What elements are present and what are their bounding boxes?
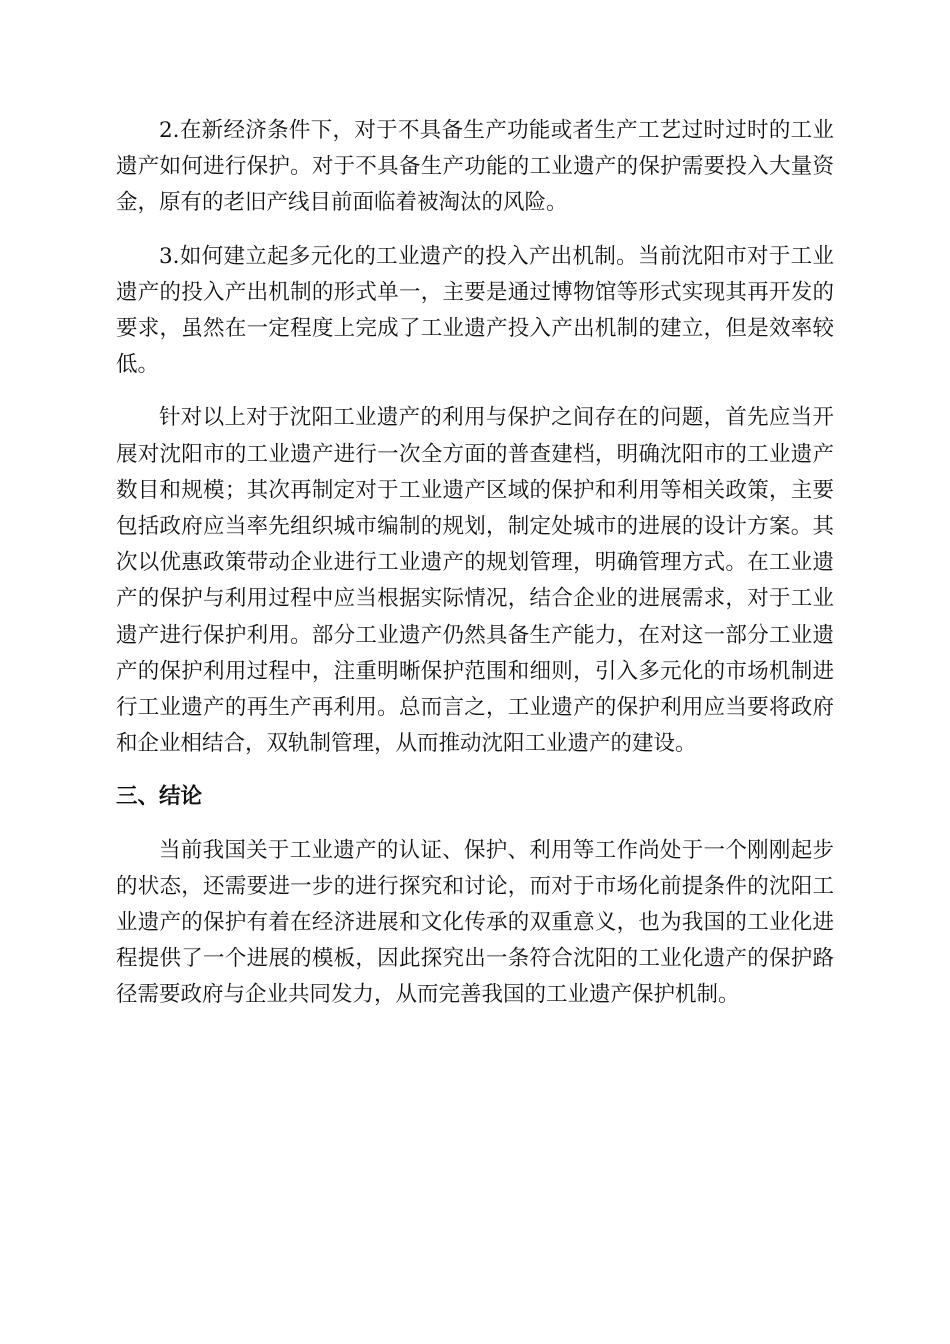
paragraph-item-2: 2.在新经济条件下，对于不具备生产功能或者生产工艺过时过时的工业遗产如何进行保护。对于不具备生产功能的工业遗产的保护需要投入大量资金，原有的老旧产线目前面临着被淘汰的风险。 <box>116 118 834 216</box>
paragraph-solutions: 针对以上对于沈阳工业遗产的利用与保护之间存在的问题，首先应当开展对沈阳市的工业遗产进行一次全方面的普查建档，明确沈阳市的工业遗产数目和规模；其次再制定对于工业遗产区域的保护和利用等相关政策，主要包括政府应当率先组织城市编制的规划，制定处城市的进展的设计方案。其次以优惠政策带动企业进行工业遗产的规划管理，明确管理方式。在工业遗产的保护与利用过程中应当根据实际情况，结合企业的进展需求，对于工业遗产进行保护利用。部分工业遗产仍然具备生产能力，在对这一部分工业遗产的保护利用过程中，注重明晰保护范围和细则，引入多元化的市场机制进行工业遗产的再生产再利用。总而言之，工业遗产的保护利用应当要将政府和企业相结合，双轨制管理，从而推动沈阳工业遗产的建设。 <box>116 405 834 757</box>
paragraph-item-3: 3.如何建立起多元化的工业遗产的投入产出机制。当前沈阳市对于工业遗产的投入产出机制的形式单一，主要是通过博物馆等形式实现其再开发的要求，虽然在一定程度上完成了工业遗产投入产出机制的建立，但是效率较低。 <box>116 243 834 378</box>
document-body <box>116 113 834 1031</box>
paragraph-conclusion: 当前我国关于工业遗产的认证、保护、利用等工作尚处于一个刚刚起步的状态，还需要进一步的进行探究和讨论，而对于市场化前提条件的沈阳工业遗产的保护有着在经济进展和文化传承的双重意义，也为我国的工业化进程提供了一个进展的模板，因此探究出一条符合沈阳的工业化遗产的保护路径需要政府与企业共同发力，从而完善我国的工业遗产保护机制。 <box>116 837 834 1008</box>
section-heading-conclusion: 三、结论 <box>116 784 203 810</box>
